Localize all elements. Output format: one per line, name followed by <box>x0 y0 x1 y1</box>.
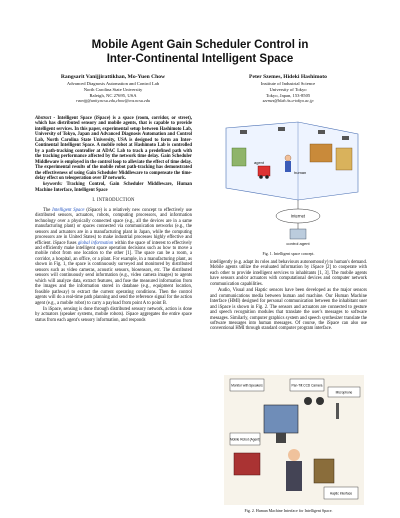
camera-icon <box>278 127 285 131</box>
fig2-label-tracker: Mobile Robot (Agent) <box>229 437 261 442</box>
affiliation-line: Institute of Industrial Science <box>260 81 316 86</box>
author-block-right <box>208 74 368 104</box>
affiliation-line: University of Tokyo <box>269 86 307 92</box>
section-heading: I. INTRODUCTION <box>92 198 135 204</box>
camera-icon <box>342 136 349 140</box>
fig1-label-internet: Internet <box>290 213 306 219</box>
fig1-label-control-agent: control agent <box>286 241 310 246</box>
human-body-icon <box>286 461 302 491</box>
abstract-label: Abstract - <box>35 116 56 121</box>
keywords <box>35 182 192 193</box>
keywords-label: keywords: <box>43 182 63 188</box>
affiliation-line: Raleigh, NC 27695, USA <box>89 92 137 98</box>
keywords-text: Tracking Control, Gain Scheduler Middleware, Human Machine Interface, Intelligent Space <box>35 182 192 193</box>
intro-text: within the space of interest to effectively and efficiently make intelligent space operation decisions such as how to move a mobile robot from one location to the other [1]. The space can be a room, a corridor, a hospital, an office, or a plant. For example, in a manufacturing plant, as shown in Fig. 1, the space is continuously surveyed and monitored by distributed sensors such as video cameras, acoustic sensors, biosensors, etc. The distributed sensors will continuously send information (e.g., video camera images) to agents which will analyze data, extract features, and fuse the measured information from the images and the information stored in database (e.g., equipment location, feasible pathway) to extract the current operating conditions. Then the control agents will do a real-time path planning and send the reference signal for the action agent (e.g., a mobile robot) to carry a payload from point A to point B. <box>35 240 192 306</box>
intro-text: (iSpace) is a relatively new concept to effectively use distributed sensors, actuators, robots, computing processors, and information technology over a physically connected space (e.g., all the devices are in a same manufacturing plant) or spaces connected via communication networks (e.g., the sensors and actuators are in a manufacturing plant in Japan, while the computing processors are in United States) to make industrial processes highly effective and efficient. iSpace fuses <box>35 207 192 246</box>
intro-paragraph-1 <box>35 208 192 306</box>
author-names: Rangsarit Vanijjirattikhan, Mo-Yuen Chow <box>60 74 166 80</box>
camera-icon <box>240 130 247 134</box>
right-column <box>210 260 367 333</box>
abstract-text: Intelligent Space (iSpace) is a space (room, corridor, or street), which has distributed sensory and mobile agents, that is capable to provide intelligent services. In this paper, experimental setup between Hashimoto Lab, University of Tokyo, Japan and Advanced Diagnosis Automation and Control Lab, North Carolina State University, USA is designed to form an Inter-Continental Intelligent Space. A mobile robot at Hashimoto Lab is controlled by a path-tracking controller at ADAC Lab to track a predefined path with the tracking performance affected by the network time delay. Gain Scheduler Middleware is employed in the control loop to alleviate the effect of time delay. The experimental results of the mobile robot path-tracking has demonstrated the effectiveness of using Gain Scheduler Middleware to compensate the time-delay effect on teleoperation over IP network. <box>35 116 193 181</box>
camera-icon <box>316 397 324 405</box>
right-paragraph-2: Audio, Visual and Haptic sensors have been developed as the major sensors and communications media between human and machine. Our Human Machine Interface (HMI) designed for personal communication between the inhabitant user and iSpace is shown in Fig. 2. The sensors and actuators are connected to gesture and speech recognition modules that translate the user's messages to software messages. Similarly, computer graphics system and speech synthesizer translate the software messages into human messages. Of course, the iSpace can also use conventional HMI through standard computer program interface. <box>210 288 367 332</box>
computer-icon <box>290 229 306 239</box>
fig2-label-cameras: Pan-Tilt CCD Camera <box>291 383 323 388</box>
equipment-icon <box>310 144 332 162</box>
human-head-icon <box>288 449 300 461</box>
term-intelligent-space: Intelligent Space <box>52 207 85 213</box>
affiliation-line: Advanced Diagnosis Automation and Control Lab <box>66 81 160 86</box>
title-line-2: Inter-Continental Intelligent Space <box>106 53 294 65</box>
right-paragraph-1: intelligently (e.g. adapt its roles and behaviours autonomously) to human's demand. Mobile agents utilize the evaluated information by iSpace [2] to cooperate with each other to provide intelligent services to inhabitants [1, 3]. The mobile agents have sensors and/or actuators with computational devices and computer network communication capabilities. <box>210 260 367 287</box>
author-email[interactable]: rvanijj@unity.ncsu.edu,chow@eos.ncsu.edu <box>75 98 151 104</box>
figure-2-hmi-diagram <box>224 375 364 505</box>
figure-2-caption: Fig. 2. Human Machine Interface for Intelligent Space. <box>244 508 333 513</box>
haptic-device-icon <box>314 459 334 483</box>
mobile-robot-icon <box>234 453 260 475</box>
monitor-stand-icon <box>276 433 286 443</box>
paper-title <box>0 38 400 66</box>
intro-text: The <box>43 207 53 213</box>
term-global-information: global information <box>77 240 114 246</box>
author-block-left <box>38 74 188 104</box>
mobile-robot-icon <box>258 166 270 176</box>
left-column <box>35 116 192 324</box>
intro-paragraph-2: In iSpace, sensing is done through distributed sensory network, action is done by actuators (speaker systems, mobile robots). iSpace aggregates the entire space status from each agent's sensory information, and responds <box>35 306 192 323</box>
affiliation-line: Tokyo, Japan, 153-8505 <box>265 92 311 98</box>
equipment-icon <box>336 148 352 170</box>
author-names: Peter Szemes, Hideki Hashimoto <box>249 74 327 80</box>
camera-icon <box>318 130 325 134</box>
figure-1-caption: Fig. 1. Intelligent space concept. <box>262 251 315 256</box>
microphone-icon <box>336 403 339 419</box>
fig2-label-monitor: Monitor with Speakers <box>231 383 263 388</box>
equipment-icon <box>232 148 246 166</box>
fig2-label-haptic: Haptic Interface <box>329 491 353 496</box>
camera-icon <box>304 397 312 405</box>
abstract <box>35 116 192 181</box>
human-body-icon <box>285 161 291 172</box>
fig1-label-agent: agent <box>254 160 265 165</box>
fig2-label-microphone: Microphone <box>335 390 353 395</box>
monitor-icon <box>264 405 298 433</box>
robot-wheel-icon <box>259 175 263 179</box>
title-line-1: Mobile Agent Gain Scheduler Control in <box>91 39 309 51</box>
fig1-label-human: human <box>294 170 307 175</box>
robot-wheel-icon <box>265 175 269 179</box>
human-head-icon <box>285 155 291 161</box>
figure-1-intelligent-space-diagram <box>218 118 366 248</box>
author-email[interactable]: szemes@hlab.iis.u-tokyo.ac.jp <box>262 98 314 104</box>
affiliation-line: North Carolina State University <box>83 86 143 92</box>
